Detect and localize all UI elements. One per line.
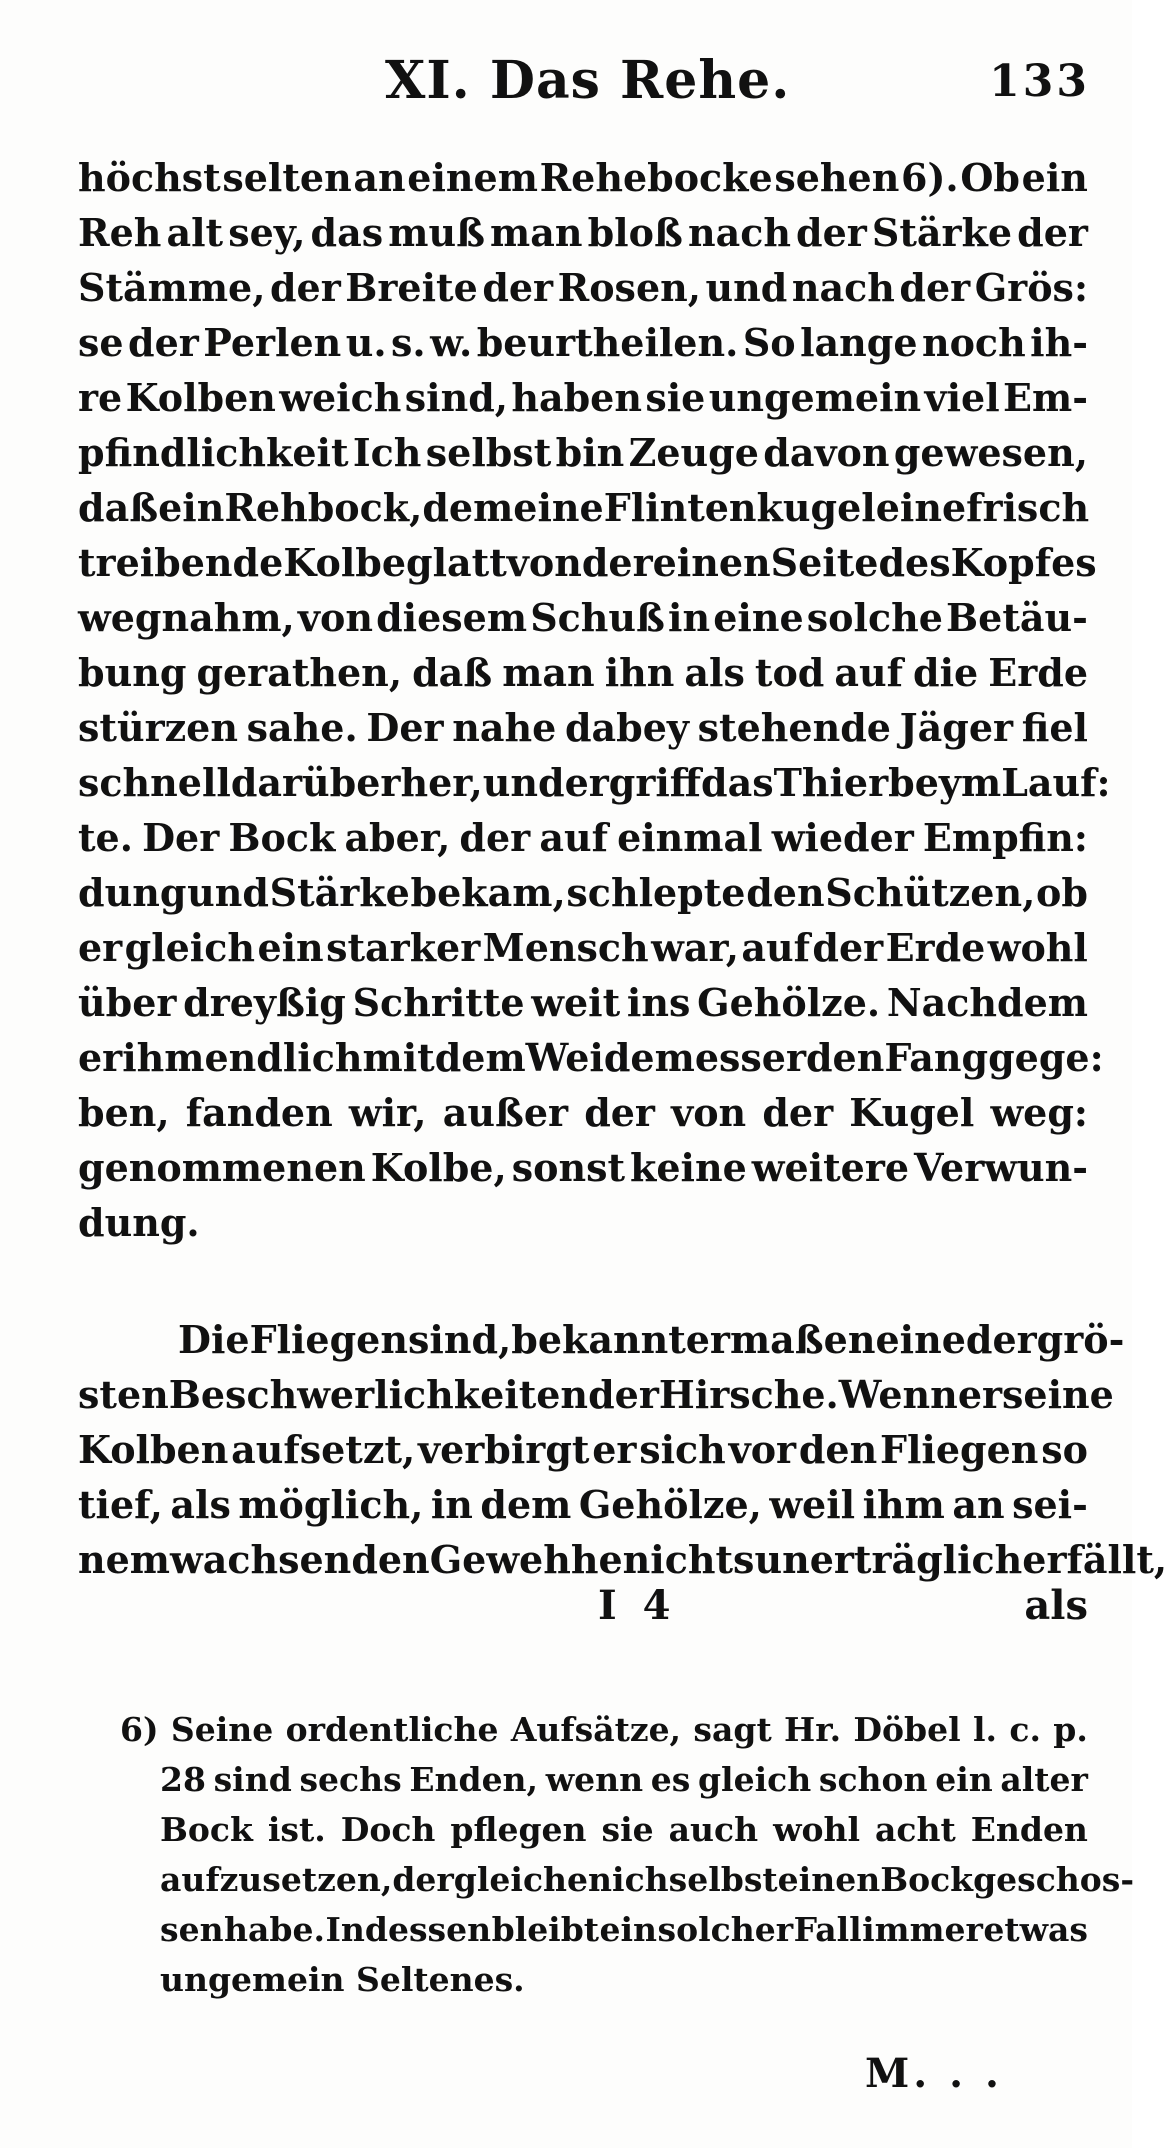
text-line: dung. bbox=[78, 1200, 200, 1245]
main-text bbox=[78, 150, 1167, 1587]
page-number: 133 bbox=[989, 56, 1090, 107]
text-line: genommenen Kolbe, sonst keine weitere Verwun- bbox=[78, 1145, 1088, 1190]
text-line: tief, als möglich, in dem Gehölze, weil ihm an sei- bbox=[78, 1482, 1088, 1527]
text-line: über dreyßig Schritte weit ins Gehölze. Nachdem bbox=[78, 980, 1088, 1025]
text-line: ben, fanden wir, außer der von der Kugel weg: bbox=[78, 1090, 1088, 1135]
catchword: als bbox=[1024, 1582, 1088, 1629]
footnote-line: ungemein Seltenes. bbox=[160, 1960, 525, 1999]
text-line: te. Der Bock aber, der auf einmal wieder Empfin: bbox=[78, 815, 1088, 860]
text-line: wegnahm, von diesem Schuß in eine solche Betäu- bbox=[78, 595, 1088, 640]
footnote-line: sen habe. Indessen bleibt ein solcher Fall immer etwas bbox=[160, 1910, 1088, 1949]
text-line: pfindlichkeit Ich selbst bin Zeuge davon gewesen, bbox=[78, 430, 1088, 475]
text-line: höchst selten an einem Rehebocke sehen 6). Ob ein bbox=[78, 155, 1088, 200]
footnote-line: 6) Seine ordentliche Aufsätze, sagt Hr. Döbel l. c. p. bbox=[120, 1710, 1088, 1749]
text-line: nem wachsenden Gewehhe nichts unerträglicher fällt, bbox=[78, 1537, 1167, 1582]
text-line: Reh alt sey, das muß man bloß nach der Stärke der bbox=[78, 210, 1088, 255]
text-line: daß ein Rehbock, dem eine Flintenkugel eine frisch bbox=[78, 485, 1090, 530]
text-line: dung und Stärke bekam, schlepte den Schützen, ob bbox=[78, 870, 1088, 915]
text-line: er ihm endlich mit dem Weidemesser den Fang gege: bbox=[78, 1035, 1104, 1080]
text-line: treibende Kolbe glatt von der einen Seite des Kopfes bbox=[78, 540, 1097, 585]
footnote bbox=[120, 1705, 1135, 2005]
text-line: schnell darüber her, und ergriff das Thier beym Lauf: bbox=[78, 760, 1111, 805]
text-line: stürzen sahe. Der nahe dabey stehende Jäger fiel bbox=[78, 705, 1088, 750]
text-line: re Kolben weich sind, haben sie ungemein viel Em- bbox=[78, 375, 1088, 420]
text-line: Die Fliegen sind, bekanntermaßen eine der grö- bbox=[178, 1317, 1125, 1362]
text-line: bung gerathen, daß man ihn als tod auf die Erde bbox=[78, 650, 1088, 695]
footnote-line: 28 sind sechs Enden, wenn es gleich schon ein alter bbox=[160, 1760, 1088, 1799]
running-head: XI. Das Rehe. bbox=[385, 50, 791, 111]
text-line: Kolben aufsetzt, verbirgt er sich vor den Fliegen so bbox=[78, 1427, 1088, 1472]
text-line: Stämme, der Breite der Rosen, und nach der Grös: bbox=[78, 265, 1088, 310]
text-line: er gleich ein starker Mensch war, auf der Erde wohl bbox=[78, 925, 1088, 970]
footnote-line: aufzusetzen, dergleichen ich selbst einen Bock geschos- bbox=[160, 1860, 1135, 1899]
page-header bbox=[80, 50, 1090, 130]
footnote-line: Bock ist. Doch pflegen sie auch wohl acht Enden bbox=[160, 1810, 1088, 1849]
closing-catchword: M. . . bbox=[865, 2050, 1003, 2097]
paragraph-gap bbox=[78, 1250, 1088, 1312]
text-line: se der Perlen u. s. w. beurtheilen. So lange noch ih- bbox=[78, 320, 1088, 365]
signature-mark: I 4 bbox=[598, 1582, 677, 1629]
text-line: sten Beschwerlichkeiten der Hirsche. Wenn er seine bbox=[78, 1372, 1114, 1417]
catchline bbox=[78, 1582, 1088, 1642]
